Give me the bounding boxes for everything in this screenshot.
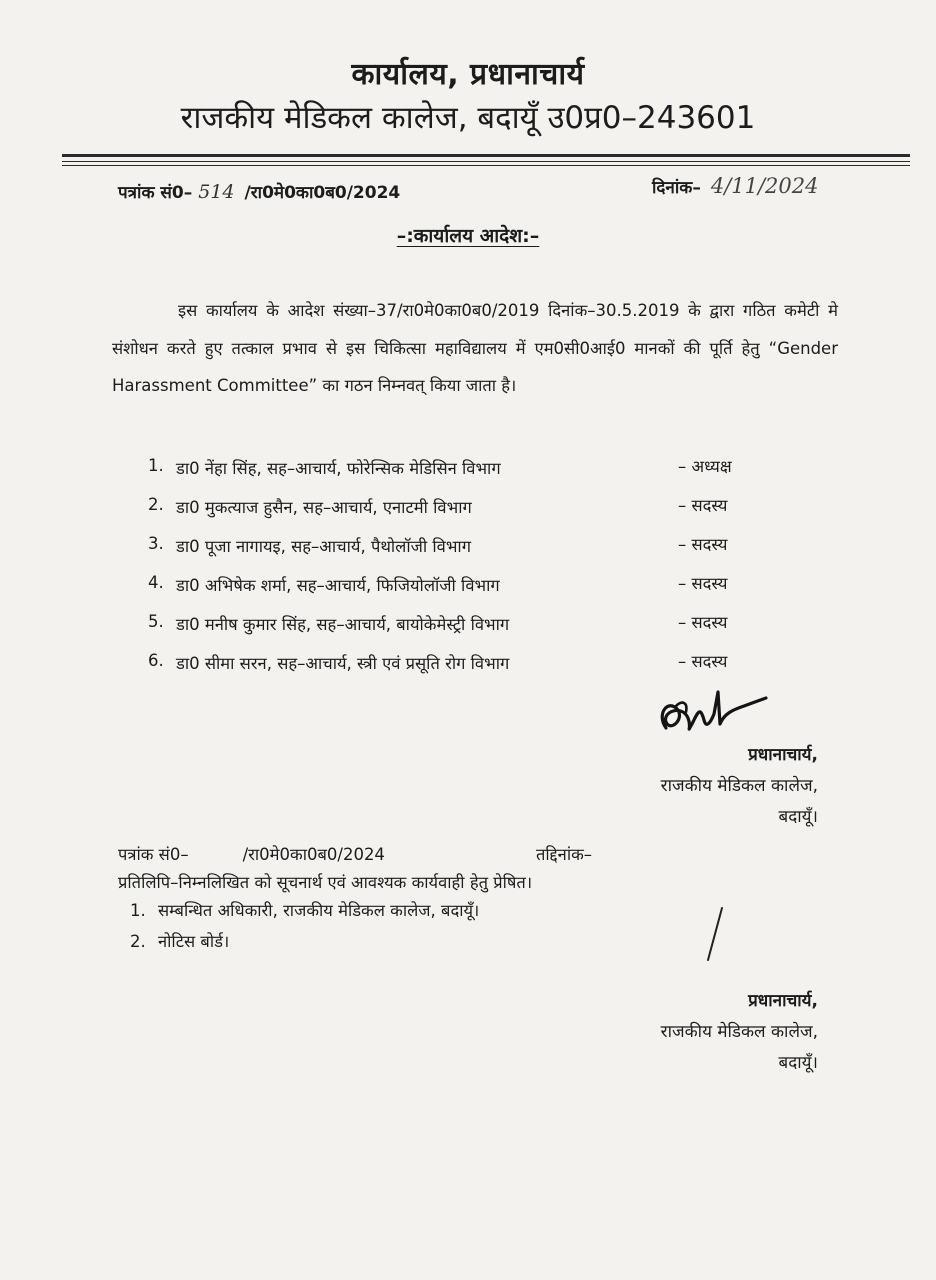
order-date [652,174,819,198]
header-rule-thin [62,161,910,162]
signatory-title: प्रधानाचार्य, [748,745,818,765]
copy-signatory-title: प्रधानाचार्य, [748,991,818,1011]
member-role: – सदस्य [678,496,728,515]
college-heading: राजकीय मेडिकल कालेज, बदायूँ उ0प्र0–243601 [180,100,756,136]
member-name: डा0 नेंहा सिंह, सह–आचार्य, फोरेन्सिक मेडिसिन विभाग [176,459,501,478]
copy-signatory-city: बदायूँ। [778,1053,818,1073]
member-role: – अध्यक्ष [678,457,732,476]
copy-ref-suffix: /रा0मे0का0ब0/2024 [242,845,385,864]
recipient-number: 1. [130,901,146,920]
copy-signatory-block [560,986,818,1079]
member-number: 6. [148,651,164,670]
copy-ref-prefix: पत्रांक सं0– [118,845,189,864]
copy-recipient-list [130,898,479,960]
copy-intro-line: प्रतिलिपि–निम्नलिखित को सूचनार्थ एवं आवश्यक कार्यवाही हेतु प्रेषित। [118,873,533,892]
date-label: दिनांक– [652,178,701,198]
member-row [148,569,788,608]
reference-prefix: पत्रांक सं0– [118,183,193,203]
body-paragraph: इस कार्यालय के आदेश संख्या–37/रा0मे0का0ब0/2019 दिनांक–30.5.2019 के द्वारा गठित कमेटी मे संशोधन करते हुए तत्काल प्रभाव से इस चिकित्सा महाविद्यालय में एम0सी0आई0 मानकों की पूर्ति हेतु “Gender Harassment Committee” का गठन निम्नवत् किया जाता है। [112,301,838,395]
office-heading: कार्यालय, प्रधानाचार्य [351,57,585,92]
member-role: – सदस्य [678,652,728,671]
copy-reference-number [118,842,385,865]
copy-date-label: तद्दिनांक– [536,845,593,864]
signatory-college: राजकीय मेडिकल कालेज, [660,776,818,796]
signatory-city: बदायूँ। [778,807,818,827]
recipient-number: 2. [130,932,146,951]
member-role: – सदस्य [678,574,728,593]
signatory-block [560,740,818,833]
copy-signatory-college: राजकीय मेडिकल कालेज, [660,1022,818,1042]
member-row [148,647,788,686]
header-rule-thick [62,154,910,157]
principal-signature [648,684,768,744]
member-row [148,608,788,647]
member-number: 2. [148,495,164,514]
order-title [0,222,936,248]
member-row [148,530,788,569]
member-number: 1. [148,456,164,475]
order-title-text: –:कार्यालय आदेश:– [396,225,540,247]
recipient-item [130,898,479,929]
recipient-text: सम्बन्धित अधिकारी, राजकीय मेडिकल कालेज, बदायूँ। [158,901,480,920]
recipient-text: नोटिस बोर्ड। [158,932,230,951]
reference-suffix: /रा0मे0का0ब0/2024 [244,183,401,203]
recipient-item [130,929,479,960]
member-number: 4. [148,573,164,592]
member-name: डा0 अभिषेक शर्मा, सह–आचार्य, फिजियोलॉजी विभाग [176,576,500,595]
copy-signature-mark [700,904,730,964]
reference-number [118,180,400,203]
reference-handwritten-number: 514 [198,181,235,203]
member-number: 3. [148,534,164,553]
member-row [148,452,788,491]
committee-member-list [148,452,788,686]
member-name: डा0 सीमा सरन, सह–आचार्य, स्त्री एवं प्रसूति रोग विभाग [176,654,510,673]
member-number: 5. [148,612,164,631]
member-name: डा0 मुकत्याज हुसैन, सह–आचार्य, एनाटमी विभाग [176,498,472,517]
member-role: – सदस्य [678,613,728,632]
member-row [148,491,788,530]
member-role: – सदस्य [678,535,728,554]
member-name: डा0 मनीष कुमार सिंह, सह–आचार्य, बायोकेमेस्ट्री विभाग [176,615,510,634]
member-name: डा0 पूजा नागायइ, सह–आचार्य, पैथोलॉजी विभाग [176,537,471,556]
date-handwritten-value: 4/11/2024 [710,174,819,198]
header-rule-thin-2 [62,165,910,166]
